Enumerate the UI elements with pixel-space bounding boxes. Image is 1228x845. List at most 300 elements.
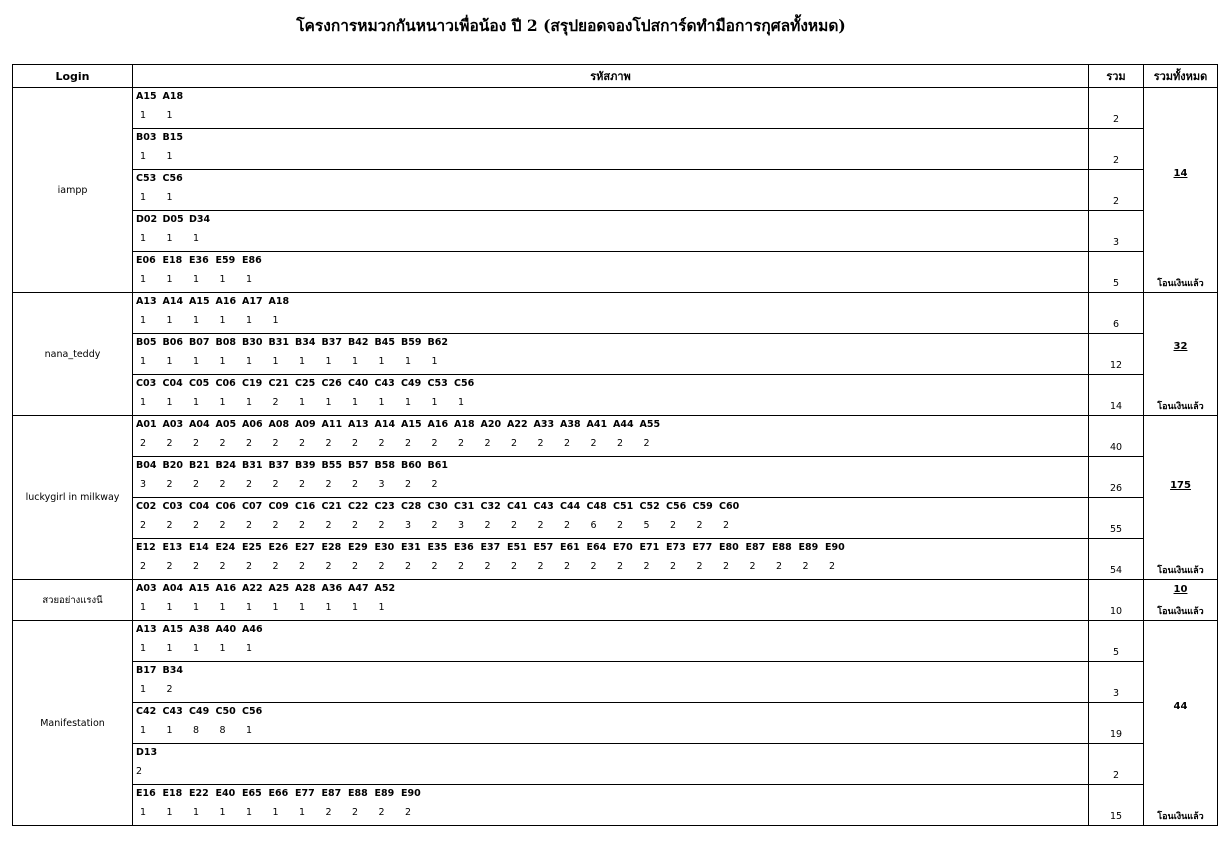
picture-code-list (136, 173, 189, 185)
picture-code: A14 (162, 296, 184, 307)
picture-code: C02 (136, 501, 157, 512)
picture-code-list (136, 255, 269, 267)
quantity: 1 (299, 356, 306, 367)
login-name: nana_teddy (13, 293, 133, 416)
quantity: 2 (776, 561, 783, 572)
quantity: 1 (219, 397, 226, 408)
quantity: 1 (193, 274, 200, 285)
quantity: 2 (325, 479, 332, 490)
quantity: 1 (299, 397, 306, 408)
picture-code: C40 (348, 378, 369, 389)
quantity: 2 (590, 438, 597, 449)
codes-cell (133, 211, 1089, 252)
quantity: 1 (272, 807, 279, 818)
picture-code: A52 (374, 583, 396, 594)
picture-code: D13 (136, 747, 158, 758)
picture-code: B05 (136, 337, 157, 348)
picture-code: A18 (454, 419, 475, 430)
picture-code: C59 (692, 501, 713, 512)
quantity: 2 (325, 561, 332, 572)
table-row (13, 88, 1218, 129)
quantity: 1 (166, 807, 173, 818)
picture-code: C42 (136, 706, 157, 717)
picture-code: B21 (189, 460, 210, 471)
picture-code: E70 (613, 542, 633, 553)
quantity: 1 (219, 315, 226, 326)
picture-code: C44 (560, 501, 581, 512)
picture-code-list (136, 583, 401, 595)
picture-code: C06 (215, 501, 236, 512)
picture-code: A38 (189, 624, 210, 635)
quantity: 2 (537, 520, 544, 531)
quantity: 2 (670, 520, 677, 531)
picture-code: A15 (401, 419, 422, 430)
quantity: 2 (484, 561, 491, 572)
picture-code: E71 (639, 542, 660, 553)
grand-total-value: 32 (1173, 341, 1188, 352)
picture-code: C32 (480, 501, 501, 512)
row-sum: 6 (1089, 293, 1144, 334)
table-row (13, 785, 1218, 826)
table-body (13, 88, 1218, 826)
grand-total-value: 10 (1173, 584, 1188, 595)
quantity: 2 (325, 807, 332, 818)
table-row (13, 211, 1218, 252)
quantity: 3 (405, 520, 412, 531)
picture-code: E57 (533, 542, 554, 553)
quantity: 1 (140, 684, 147, 695)
picture-code-list (136, 419, 666, 431)
picture-code: C21 (321, 501, 342, 512)
picture-code: E90 (825, 542, 845, 553)
quantity: 2 (166, 438, 173, 449)
quantity: 1 (246, 274, 253, 285)
quantity: 2 (166, 684, 173, 695)
picture-code: E26 (268, 542, 289, 553)
picture-code: A15 (162, 624, 184, 635)
picture-code: A13 (136, 296, 157, 307)
picture-code: E80 (719, 542, 739, 553)
row-sum: 14 (1089, 375, 1144, 416)
codes-cell (133, 580, 1089, 621)
table-row (13, 621, 1218, 662)
quantity: 2 (378, 807, 385, 818)
quantity: 1 (219, 807, 226, 818)
table-row (13, 744, 1218, 785)
quantity: 1 (140, 315, 147, 326)
quantity-list (136, 807, 428, 819)
quantity: 1 (246, 356, 253, 367)
quantity: 2 (272, 438, 279, 449)
quantity-list (136, 110, 189, 122)
quantity: 2 (723, 520, 730, 531)
quantity: 2 (219, 479, 226, 490)
quantity-list (136, 397, 481, 409)
picture-code: C56 (242, 706, 263, 717)
quantity: 1 (352, 397, 359, 408)
quantity: 3 (140, 479, 147, 490)
picture-code: E31 (401, 542, 421, 553)
table-row (13, 334, 1218, 375)
picture-code: B34 (162, 665, 183, 676)
picture-code: B06 (162, 337, 183, 348)
quantity: 2 (537, 438, 544, 449)
picture-code: A40 (215, 624, 237, 635)
picture-code-list (136, 501, 746, 513)
quantity: 2 (405, 561, 412, 572)
picture-code: C53 (136, 173, 157, 184)
picture-code: C04 (162, 378, 183, 389)
row-sum: 55 (1089, 498, 1144, 539)
quantity-list (136, 725, 269, 737)
quantity: 1 (166, 233, 173, 244)
quantity: 2 (431, 520, 438, 531)
picture-code: C16 (295, 501, 316, 512)
picture-code: C23 (374, 501, 395, 512)
picture-code: C43 (162, 706, 183, 717)
quantity: 2 (352, 479, 359, 490)
picture-code: C03 (162, 501, 183, 512)
quantity: 1 (140, 110, 147, 121)
picture-code: B39 (295, 460, 316, 471)
quantity: 2 (166, 520, 173, 531)
table-row (13, 375, 1218, 416)
picture-code: A15 (189, 583, 210, 594)
picture-code: E86 (242, 255, 262, 266)
quantity: 1 (193, 356, 200, 367)
codes-cell (133, 375, 1089, 416)
quantity: 1 (140, 151, 147, 162)
picture-code: B30 (242, 337, 263, 348)
picture-code: A15 (136, 91, 157, 102)
payment-status: โอนเงินแล้ว (1157, 812, 1204, 822)
quantity: 2 (537, 561, 544, 572)
picture-code: B17 (136, 665, 157, 676)
picture-code: B03 (136, 132, 157, 143)
quantity: 2 (458, 438, 465, 449)
quantity: 2 (352, 561, 359, 572)
quantity: 2 (696, 561, 703, 572)
picture-code: A04 (162, 583, 184, 594)
picture-code: B07 (189, 337, 210, 348)
quantity: 2 (458, 561, 465, 572)
quantity-list (136, 766, 163, 778)
picture-code-list (136, 706, 269, 718)
quantity: 2 (405, 438, 412, 449)
quantity: 1 (140, 643, 147, 654)
picture-code: E77 (692, 542, 713, 553)
picture-code: C03 (136, 378, 157, 389)
header-sum: รวม (1089, 65, 1144, 88)
quantity: 2 (378, 438, 385, 449)
codes-cell (133, 170, 1089, 211)
quantity: 2 (352, 438, 359, 449)
picture-code: B60 (401, 460, 422, 471)
picture-code: A18 (268, 296, 290, 307)
quantity: 2 (219, 520, 226, 531)
picture-code: C07 (242, 501, 263, 512)
quantity: 1 (246, 643, 253, 654)
picture-code: E13 (162, 542, 183, 553)
picture-code: E18 (162, 255, 183, 266)
picture-code: C50 (215, 706, 236, 717)
picture-code: E06 (136, 255, 156, 266)
table-row (13, 129, 1218, 170)
row-sum: 26 (1089, 457, 1144, 498)
quantity-list (136, 233, 216, 245)
group-total-cell (1144, 416, 1218, 580)
picture-code: E36 (454, 542, 474, 553)
picture-code-list (136, 624, 269, 636)
quantity: 2 (511, 520, 518, 531)
quantity: 2 (431, 438, 438, 449)
picture-code-list (136, 296, 295, 308)
quantity: 1 (352, 356, 359, 367)
login-name: luckygirl in milkway (13, 416, 133, 580)
picture-code: C06 (215, 378, 236, 389)
picture-code: E16 (136, 788, 156, 799)
quantity: 5 (643, 520, 650, 531)
codes-cell (133, 252, 1089, 293)
row-sum: 10 (1089, 580, 1144, 621)
picture-code: A36 (321, 583, 343, 594)
quantity: 2 (802, 561, 809, 572)
payment-status: โอนเงินแล้ว (1157, 566, 1204, 576)
payment-status: โอนเงินแล้ว (1157, 279, 1204, 289)
picture-code: C43 (533, 501, 554, 512)
quantity-list (136, 274, 269, 286)
grand-total-value: 44 (1173, 701, 1188, 712)
picture-code-list (136, 542, 852, 554)
codes-cell (133, 662, 1089, 703)
picture-code-list (136, 132, 189, 144)
quantity: 1 (431, 397, 438, 408)
picture-code: A03 (136, 583, 157, 594)
table-row (13, 293, 1218, 334)
quantity: 2 (246, 561, 253, 572)
quantity: 2 (484, 520, 491, 531)
table-row (13, 662, 1218, 703)
picture-code: A55 (639, 419, 661, 430)
picture-code: A46 (242, 624, 263, 635)
codes-cell (133, 785, 1089, 826)
quantity: 1 (140, 807, 147, 818)
picture-code: E59 (215, 255, 236, 266)
row-sum: 3 (1089, 662, 1144, 703)
table-row (13, 498, 1218, 539)
row-sum: 5 (1089, 252, 1144, 293)
quantity: 1 (431, 356, 438, 367)
picture-code: B08 (215, 337, 236, 348)
quantity: 1 (219, 643, 226, 654)
quantity: 2 (246, 520, 253, 531)
picture-code: E51 (507, 542, 527, 553)
picture-code: C30 (427, 501, 448, 512)
picture-code-list (136, 665, 189, 677)
picture-code: E40 (215, 788, 236, 799)
picture-code: C41 (507, 501, 528, 512)
picture-code: A04 (189, 419, 210, 430)
login-name: iampp (13, 88, 133, 293)
quantity: 2 (299, 479, 306, 490)
picture-code: A05 (215, 419, 237, 430)
picture-code: E27 (295, 542, 315, 553)
quantity: 1 (325, 397, 332, 408)
picture-code: A09 (295, 419, 316, 430)
picture-code: B04 (136, 460, 157, 471)
picture-code-list (136, 378, 481, 390)
row-sum: 54 (1089, 539, 1144, 580)
table-row (13, 457, 1218, 498)
picture-code: E25 (242, 542, 262, 553)
picture-code: B58 (374, 460, 395, 471)
picture-code: A16 (215, 296, 237, 307)
picture-code: A22 (507, 419, 528, 430)
quantity: 2 (325, 438, 332, 449)
quantity: 2 (193, 561, 200, 572)
picture-code: E28 (321, 542, 342, 553)
table-row (13, 703, 1218, 744)
quantity: 1 (193, 643, 200, 654)
quantity-list (136, 602, 401, 614)
picture-code: E24 (215, 542, 236, 553)
picture-code: E88 (772, 542, 792, 553)
quantity: 1 (166, 151, 173, 162)
codes-cell (133, 416, 1089, 457)
group-total-cell (1144, 293, 1218, 416)
login-name: Manifestation (13, 621, 133, 826)
quantity-list (136, 479, 454, 491)
picture-code: C49 (401, 378, 422, 389)
quantity: 1 (246, 397, 253, 408)
payment-status: โอนเงินแล้ว (1157, 607, 1204, 617)
picture-code: A16 (215, 583, 237, 594)
picture-code: E66 (268, 788, 289, 799)
quantity-list (136, 438, 666, 450)
table-row (13, 416, 1218, 457)
picture-code: E64 (586, 542, 607, 553)
quantity: 1 (299, 602, 306, 613)
picture-code: A44 (613, 419, 634, 430)
row-sum: 19 (1089, 703, 1144, 744)
codes-cell (133, 334, 1089, 375)
quantity-list (136, 561, 852, 573)
picture-code: C52 (639, 501, 660, 512)
quantity: 2 (617, 561, 624, 572)
picture-code: C49 (189, 706, 210, 717)
row-sum: 15 (1089, 785, 1144, 826)
quantity: 2 (272, 561, 279, 572)
quantity: 1 (140, 233, 147, 244)
picture-code: C05 (189, 378, 210, 389)
group-total-cell (1144, 621, 1218, 826)
quantity-list (136, 356, 454, 368)
quantity: 2 (352, 520, 359, 531)
quantity: 1 (405, 397, 412, 408)
quantity: 2 (140, 561, 147, 572)
group-total-cell (1144, 580, 1218, 621)
header-login: Login (13, 65, 133, 88)
quantity: 8 (193, 725, 200, 736)
quantity: 2 (590, 561, 597, 572)
picture-code: A01 (136, 419, 157, 430)
picture-code: A25 (268, 583, 290, 594)
picture-code: B45 (374, 337, 395, 348)
quantity: 2 (405, 807, 412, 818)
picture-code: C60 (719, 501, 740, 512)
picture-code: E65 (242, 788, 262, 799)
picture-code-list (136, 91, 189, 103)
picture-code: A06 (242, 419, 263, 430)
picture-code: B62 (427, 337, 448, 348)
picture-code: A28 (295, 583, 316, 594)
quantity: 2 (272, 520, 279, 531)
picture-code: A38 (560, 419, 581, 430)
picture-code: E36 (189, 255, 209, 266)
quantity: 2 (431, 479, 438, 490)
quantity: 1 (246, 602, 253, 613)
quantity: 1 (193, 602, 200, 613)
table-row (13, 170, 1218, 211)
quantity: 2 (405, 479, 412, 490)
quantity: 1 (458, 397, 465, 408)
header-row (13, 65, 1218, 88)
picture-code: D02 (136, 214, 158, 225)
codes-cell (133, 293, 1089, 334)
picture-code: E88 (348, 788, 368, 799)
picture-code: C22 (348, 501, 369, 512)
picture-code-list (136, 460, 454, 472)
quantity: 1 (140, 192, 147, 203)
row-sum: 2 (1089, 88, 1144, 129)
picture-code: E89 (374, 788, 395, 799)
page-title: โครงการหมวกกันหนาวเพื่อน้อง ปี 2 (สรุปยอดจองโปสการ์ดทำมือการกุศลทั้งหมด) (296, 16, 846, 35)
quantity: 2 (378, 561, 385, 572)
picture-code: A22 (242, 583, 263, 594)
picture-code: A13 (348, 419, 369, 430)
picture-code: E77 (295, 788, 315, 799)
quantity: 2 (140, 520, 147, 531)
picture-code: A47 (348, 583, 369, 594)
picture-code: D05 (162, 214, 184, 225)
picture-code: C09 (268, 501, 289, 512)
quantity: 2 (193, 438, 200, 449)
quantity: 2 (564, 520, 571, 531)
picture-code: B37 (268, 460, 289, 471)
picture-code: C26 (321, 378, 342, 389)
grand-total-value: 14 (1173, 168, 1188, 179)
picture-code: A11 (321, 419, 343, 430)
picture-code: B31 (268, 337, 289, 348)
picture-code: B20 (162, 460, 183, 471)
quantity: 1 (378, 602, 385, 613)
quantity: 1 (325, 356, 332, 367)
quantity-list (136, 643, 269, 655)
quantity: 1 (140, 356, 147, 367)
picture-code: C28 (401, 501, 422, 512)
quantity: 2 (166, 561, 173, 572)
quantity: 1 (193, 397, 200, 408)
quantity: 2 (352, 807, 359, 818)
quantity: 1 (166, 274, 173, 285)
quantity: 2 (378, 520, 385, 531)
quantity: 2 (829, 561, 836, 572)
quantity: 1 (140, 725, 147, 736)
picture-code: A20 (480, 419, 502, 430)
quantity: 2 (219, 561, 226, 572)
quantity: 1 (378, 356, 385, 367)
codes-cell (133, 621, 1089, 662)
